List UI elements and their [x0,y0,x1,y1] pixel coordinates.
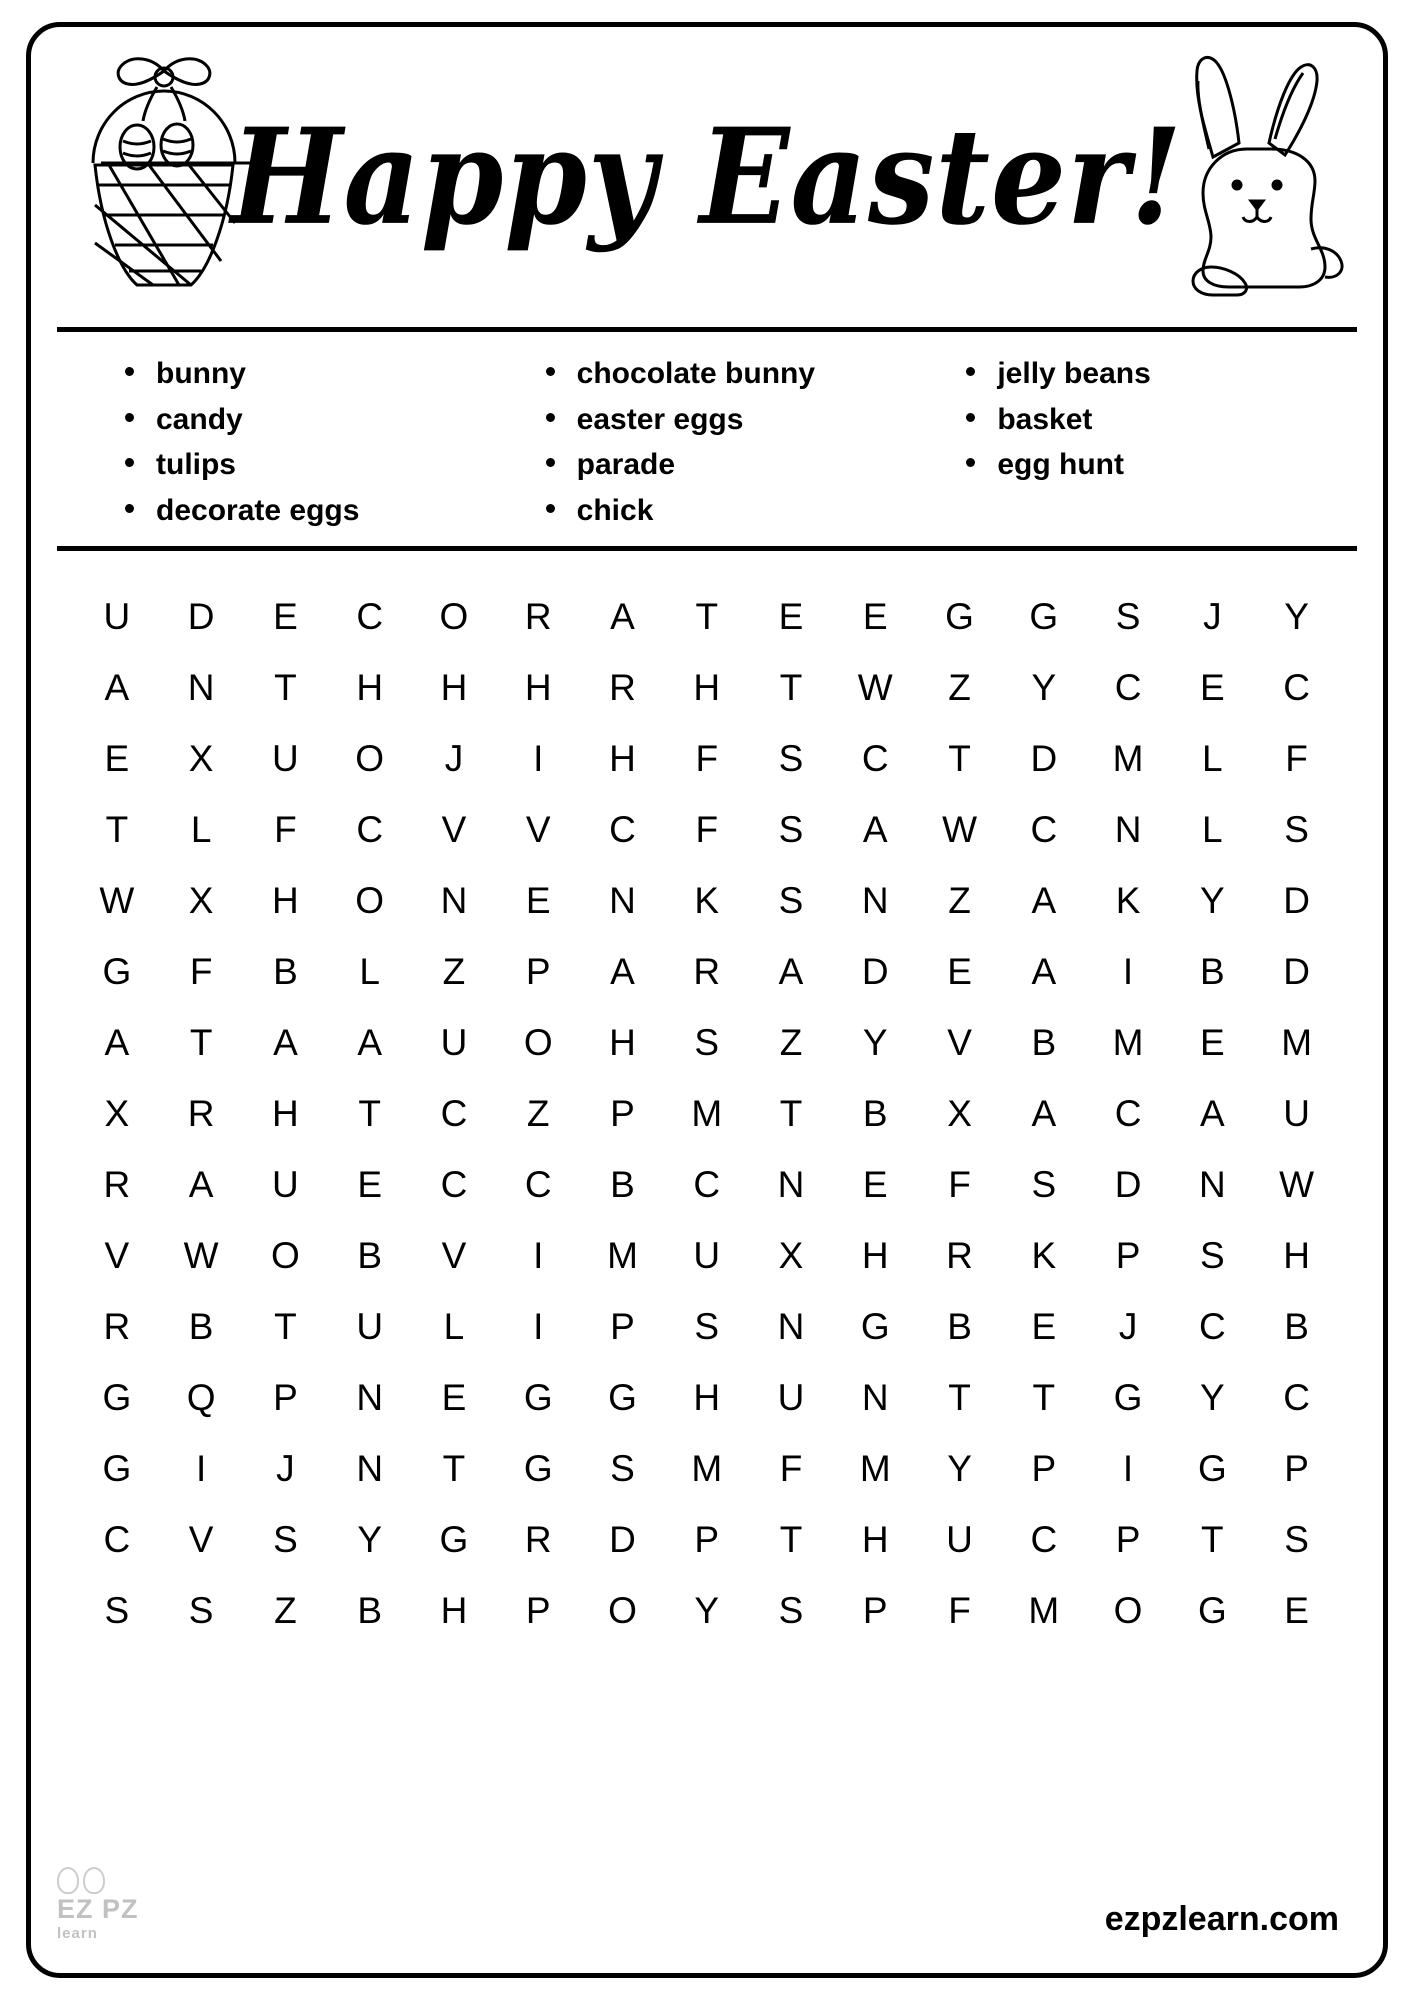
grid-cell[interactable]: H [609,738,637,779]
grid-cell[interactable]: Y [862,1022,889,1063]
grid-cell[interactable]: A [104,667,130,708]
grid-cell[interactable]: C [1283,667,1311,708]
grid-cell[interactable]: Z [948,880,972,921]
grid-cell[interactable]: K [1031,1235,1057,1276]
grid-cell[interactable]: O [355,738,385,779]
grid-cell[interactable]: O [1113,1590,1143,1631]
grid-cell[interactable]: T [948,738,972,779]
grid-cell[interactable]: X [188,880,214,921]
grid-cell[interactable]: X [104,1093,130,1134]
grid-cell[interactable]: U [356,1306,384,1347]
list-item [546,495,929,527]
bullet-icon [546,413,555,422]
grid-cell[interactable]: V [188,1519,214,1560]
grid-cell[interactable]: J [276,1448,296,1489]
grid-cell[interactable]: S [778,809,804,850]
grid-cell[interactable]: U [103,596,131,637]
grid-cell[interactable]: P [525,1590,552,1631]
grid-cell[interactable]: S [694,1306,720,1347]
grid-cell[interactable]: E [104,738,130,779]
grid-cell[interactable]: N [356,1377,384,1418]
grid-cell[interactable]: E [1031,1306,1057,1347]
bullet-icon [125,504,134,513]
grid-cell[interactable]: B [947,1306,973,1347]
word-label: tulips [156,448,236,481]
grid-cell[interactable]: M [1028,1590,1060,1631]
grid-cell[interactable]: C [1030,809,1058,850]
grid-cell[interactable]: D [1283,880,1311,921]
grid-cell[interactable]: A [778,951,804,992]
grid-cell[interactable]: A [188,1164,214,1205]
grid-cell[interactable]: N [861,1377,890,1418]
grid-cell[interactable]: U [777,1377,805,1418]
grid-cell[interactable]: H [440,667,468,708]
grid-cell[interactable]: E [441,1377,467,1418]
word-label: easter eggs [576,402,744,436]
grid-cell[interactable]: G [1113,1377,1143,1418]
word-label: bunny [156,357,246,390]
grid-cell[interactable]: S [694,1022,720,1063]
grid-cell[interactable]: T [442,1448,466,1489]
word-list-column-2 [518,358,929,526]
word-label: jelly beans [997,357,1151,390]
grid-cell[interactable]: E [525,880,552,921]
grid-cell[interactable]: R [103,1164,131,1205]
grid-cell[interactable]: T [274,667,298,708]
grid-cell[interactable]: E [1199,1022,1226,1063]
grid-cell[interactable]: O [271,1235,301,1276]
grid-cell[interactable]: B [862,1093,889,1134]
grid-cell[interactable]: H [524,667,553,708]
word-list [31,332,1383,546]
word-label: basket [997,402,1093,436]
grid-cell[interactable]: C [103,1519,131,1560]
grid-cell[interactable]: X [947,1093,973,1134]
logo-subtext: learn [57,1925,98,1942]
grid-cell[interactable]: K [1115,880,1141,921]
grid-cell[interactable]: U [693,1235,721,1276]
grid-cell[interactable]: C [861,738,890,779]
grid-cell[interactable]: Z [442,951,466,992]
grid-cell[interactable]: G [1197,1448,1228,1489]
grid-cell[interactable]: E [947,951,973,992]
grid-cell[interactable]: F [695,738,719,779]
grid-cell[interactable]: C [1283,1377,1311,1418]
bullet-icon [546,504,555,513]
grid-cell[interactable]: Q [186,1377,217,1418]
word-label: egg hunt [997,448,1124,481]
grid-cell[interactable]: S [188,1590,214,1631]
grid-cell[interactable]: P [273,1377,299,1418]
grid-cell[interactable]: E [1284,1590,1310,1631]
grid-cell[interactable]: C [693,1164,721,1205]
grid-cell[interactable]: G [860,1306,891,1347]
grid-cell[interactable]: T [189,1022,213,1063]
grid-cell[interactable]: W [1279,1164,1315,1205]
grid-cell[interactable]: S [778,1590,804,1631]
grid-cell[interactable]: D [1030,738,1058,779]
word-label: candy [156,402,243,436]
word-label: chocolate bunny [576,357,816,390]
page-title: Happy Easter! [231,98,1183,255]
grid-cell[interactable]: U [946,1519,974,1560]
bullet-icon [966,367,975,376]
grid-cell[interactable]: A [1031,1093,1057,1134]
grid-cell[interactable]: B [188,1306,214,1347]
grid-cell[interactable]: S [1031,1164,1057,1205]
grid-cell[interactable]: H [609,1022,637,1063]
grid-cell[interactable]: P [1115,1235,1141,1276]
grid-cell[interactable]: N [777,1164,805,1205]
grid-cell[interactable]: G [945,596,975,637]
grid-cell[interactable]: E [273,596,299,637]
logo-text: EZ PZ [57,1894,139,1924]
grid-cell[interactable]: L [1202,738,1224,779]
grid-cell[interactable]: R [946,1235,974,1276]
grid-cell[interactable]: I [1122,951,1134,992]
grid-cell[interactable]: I [1122,1448,1134,1489]
grid-cell[interactable]: Y [694,1590,720,1631]
grid-cell[interactable]: N [1198,1164,1227,1205]
grid-cell[interactable]: K [694,880,720,921]
grid-cell[interactable]: C [1030,1519,1058,1560]
grid-cell[interactable]: V [947,1022,973,1063]
grid-cell[interactable]: J [1118,1306,1138,1347]
grid-cell[interactable]: W [183,1235,220,1276]
grid-cell[interactable]: S [1115,596,1141,637]
grid-cell[interactable]: M [1112,738,1144,779]
grid-cell[interactable]: D [187,596,216,637]
word-list-column-1 [65,358,508,526]
grid-cell[interactable]: P [525,951,552,992]
grid-cell[interactable]: R [103,1306,131,1347]
egg-icon [57,1867,79,1894]
site-url: ezpzlearn.com [1104,1900,1339,1938]
grid-cell[interactable]: O [523,1022,554,1063]
grid-cell[interactable]: S [778,738,804,779]
list-item [125,449,508,481]
list-item [125,358,508,390]
grid-cell[interactable]: P [862,1590,889,1631]
grid-cell[interactable]: T [695,596,719,637]
grid-cell[interactable]: F [274,809,298,850]
grid-cell[interactable]: A [1031,951,1057,992]
grid-cell[interactable]: U [1283,1093,1311,1134]
grid-cell[interactable]: H [1283,1235,1311,1276]
grid-cell[interactable]: T [274,1306,298,1347]
grid-cell[interactable]: T [1032,1377,1056,1418]
grid-cell[interactable]: U [440,1022,468,1063]
grid-cell[interactable]: A [610,596,636,637]
grid-cell[interactable]: G [523,1448,554,1489]
grid-cell[interactable]: I [533,738,544,779]
grid-cell[interactable]: C [524,1164,553,1205]
grid-cell[interactable]: L [443,1306,465,1347]
grid-cell[interactable]: D [609,1519,637,1560]
grid-cell[interactable]: O [608,1590,638,1631]
ezpz-logo [57,1867,177,1951]
grid-cell[interactable]: X [188,738,214,779]
list-item [966,404,1349,436]
grid-cell[interactable]: B [273,951,299,992]
grid-cell[interactable]: I [533,1235,544,1276]
grid-cell[interactable]: O [355,880,385,921]
word-label: chick [576,493,654,527]
grid-cell[interactable]: H [693,667,721,708]
grid-cell[interactable]: F [1285,738,1309,779]
grid-cell[interactable]: W [857,667,894,708]
grid-cell[interactable]: Y [1031,667,1057,708]
grid-cell[interactable]: C [440,1164,468,1205]
grid-cell[interactable]: N [1114,809,1142,850]
grid-cell[interactable]: S [610,1448,636,1489]
grid-cell[interactable]: S [1284,1519,1310,1560]
grid-cell[interactable]: S [104,1590,130,1631]
bullet-icon [546,367,555,376]
grid-cell[interactable]: C [609,809,637,850]
grid-cell[interactable]: C [1198,1306,1227,1347]
grid-cell[interactable]: H [272,1093,300,1134]
logo-eggs-icon [57,1867,177,1894]
grid-cell[interactable]: V [104,1235,130,1276]
grid-cell[interactable]: M [691,1093,723,1134]
grid-cell[interactable]: A [104,1022,130,1063]
grid-cell[interactable]: B [1031,1022,1057,1063]
grid-cell[interactable]: T [779,1093,803,1134]
grid-cell[interactable]: T [1201,1519,1225,1560]
word-label: decorate eggs [156,493,360,527]
grid-cell[interactable]: U [272,1164,300,1205]
grid-cell[interactable]: C [1114,1093,1142,1134]
list-item [125,404,508,436]
grid-cell[interactable]: H [272,880,300,921]
word-list-column-3 [938,358,1349,526]
grid-cell[interactable]: E [862,1164,889,1205]
grid-cell[interactable]: Y [357,1519,383,1560]
grid-cell[interactable]: N [187,667,216,708]
grid-cell[interactable]: I [533,1306,544,1347]
grid-cell[interactable]: C [356,809,384,850]
grid-cell[interactable]: G [608,1377,638,1418]
grid-cell[interactable]: G [102,951,132,992]
grid-cell[interactable]: N [861,880,890,921]
worksheet-header [31,27,1383,327]
bullet-icon [966,413,975,422]
grid-cell[interactable]: P [694,1519,720,1560]
grid-cell[interactable]: P [1115,1519,1141,1560]
grid-cell[interactable]: J [1203,596,1223,637]
grid-cell[interactable]: H [693,1377,721,1418]
grid-cell[interactable]: D [1114,1164,1142,1205]
grid-cell[interactable]: S [1284,809,1310,850]
grid-cell[interactable]: G [102,1377,132,1418]
grid-cell[interactable]: P [1031,1448,1057,1489]
grid-cell[interactable]: P [1284,1448,1310,1489]
grid-cell[interactable]: Z [948,667,972,708]
grid-cell[interactable]: L [359,951,381,992]
grid-cell[interactable]: F [779,1448,803,1489]
grid-cell[interactable]: T [105,809,129,850]
grid-cell[interactable]: M [691,1448,723,1489]
grid-cell[interactable]: I [196,1448,207,1489]
grid-cell[interactable]: A [1031,880,1057,921]
grid-cell[interactable]: D [1283,951,1311,992]
grid-cell[interactable]: U [272,738,300,779]
grid-cell[interactable]: B [1199,951,1226,992]
grid-cell[interactable]: C [1114,667,1142,708]
grid-cell[interactable]: T [358,1093,382,1134]
grid-cell[interactable]: M [1112,1022,1144,1063]
grid-cell[interactable]: P [610,1306,636,1347]
grid-cell[interactable]: X [778,1235,804,1276]
grid-cell[interactable]: A [1199,1093,1226,1134]
grid-cell[interactable]: A [862,809,889,850]
grid-cell[interactable]: Y [1199,1377,1226,1418]
bullet-icon [125,367,134,376]
grid-cell[interactable]: Z [274,1590,298,1631]
grid-cell[interactable]: L [1202,809,1224,850]
bullet-icon [125,413,134,422]
grid-cell[interactable]: B [1284,1306,1310,1347]
grid-cell[interactable]: H [356,667,384,708]
grid-cell[interactable]: A [357,1022,383,1063]
grid-cell[interactable]: F [695,809,719,850]
grid-cell[interactable]: O [439,596,469,637]
grid-cell[interactable]: E [357,1164,383,1205]
grid-cell[interactable]: S [1199,1235,1226,1276]
grid-cell[interactable]: P [610,1093,636,1134]
grid-cell[interactable]: T [779,1519,803,1560]
grid-cell[interactable]: A [273,1022,299,1063]
grid-cell[interactable]: A [610,951,636,992]
bullet-icon [966,458,975,467]
grid-cell[interactable]: T [779,667,803,708]
grid-cell[interactable]: N [609,880,637,921]
grid-cell[interactable]: S [273,1519,299,1560]
grid-cell[interactable]: M [607,1235,639,1276]
list-item [966,358,1349,390]
grid-cell[interactable]: B [357,1235,383,1276]
grid-cell[interactable]: T [948,1377,972,1418]
grid-cell[interactable]: F [948,1164,972,1205]
grid-cell[interactable]: B [610,1164,636,1205]
grid-cell[interactable]: G [439,1519,469,1560]
grid-cell[interactable]: S [778,880,804,921]
bunny-icon [1151,37,1361,302]
grid-cell[interactable]: Y [947,1448,973,1489]
grid-cell[interactable]: V [525,809,552,850]
grid-cell[interactable]: L [190,809,212,850]
grid-cell[interactable]: H [861,1519,890,1560]
grid-cell[interactable]: G [523,1377,554,1418]
grid-cell[interactable]: G [1197,1590,1228,1631]
grid-cell[interactable]: N [356,1448,384,1489]
word-label: parade [576,448,676,481]
word-search-grid-wrap [31,551,1383,1646]
grid-cell[interactable]: R [693,951,721,992]
grid-cell[interactable]: Y [1284,596,1310,637]
grid-cell[interactable]: W [99,880,135,921]
list-item [966,449,1349,481]
grid-cell[interactable]: R [524,1519,553,1560]
grid-cell[interactable]: N [777,1306,805,1347]
grid-cell[interactable]: D [861,951,890,992]
bullet-icon [546,458,555,467]
word-search-grid [75,581,1339,1646]
grid-cell[interactable]: J [444,738,464,779]
grid-cell[interactable]: Y [1199,880,1226,921]
grid-cell[interactable]: E [862,596,889,637]
grid-cell[interactable]: W [942,809,978,850]
grid-cell[interactable]: V [441,809,467,850]
worksheet-footer [31,1865,1383,1955]
grid-cell[interactable]: E [778,596,804,637]
list-item [546,449,929,481]
grid-cell[interactable]: G [102,1448,132,1489]
grid-cell[interactable]: E [1199,667,1226,708]
grid-cell[interactable]: M [859,1448,892,1489]
grid-cell[interactable]: R [524,596,553,637]
egg-icon [83,1867,105,1894]
grid-cell[interactable]: F [948,1590,972,1631]
grid-cell[interactable]: R [609,667,637,708]
grid-cell[interactable]: G [1029,596,1059,637]
bullet-icon [125,458,134,467]
grid-cell[interactable]: Z [526,1093,551,1134]
grid-cell[interactable]: B [357,1590,383,1631]
list-item [546,358,929,390]
grid-cell[interactable]: F [189,951,213,992]
grid-cell[interactable]: M [1281,1022,1313,1063]
grid-cell[interactable]: C [440,1093,468,1134]
grid-cell[interactable]: V [441,1235,467,1276]
grid-cell[interactable]: H [861,1235,890,1276]
grid-cell[interactable]: R [187,1093,216,1134]
list-item [546,404,929,436]
worksheet-sheet [26,22,1388,1978]
grid-cell[interactable]: Z [779,1022,803,1063]
list-item [125,495,508,527]
grid-cell[interactable]: H [440,1590,468,1631]
grid-cell[interactable]: C [356,596,384,637]
grid-cell[interactable]: N [440,880,468,921]
